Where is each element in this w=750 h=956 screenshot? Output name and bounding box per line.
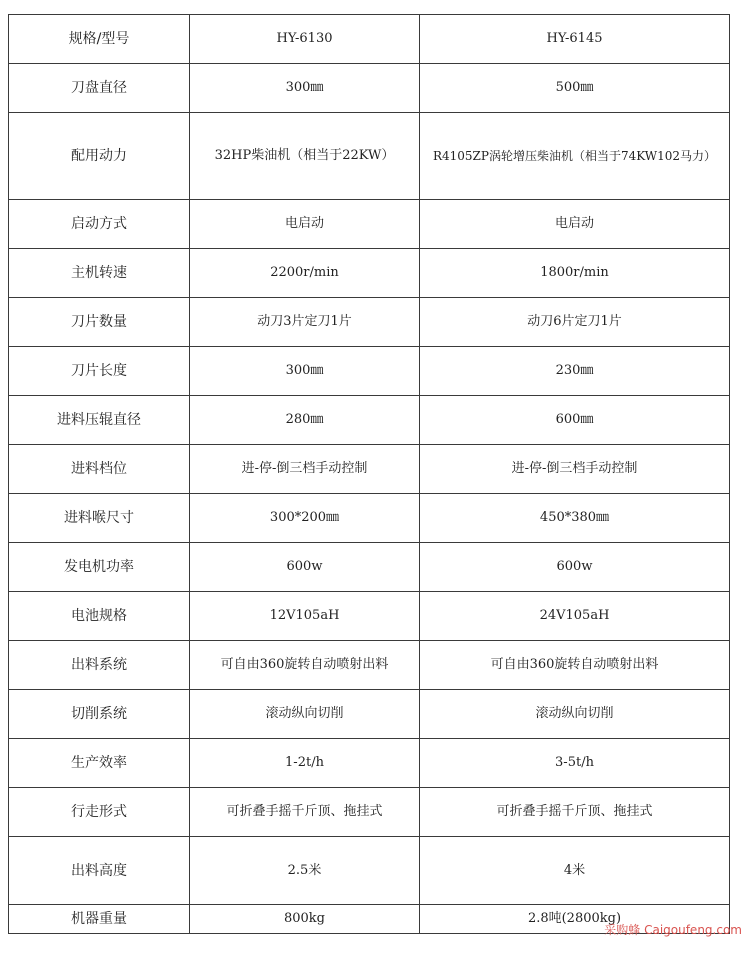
hy6145-value: 动刀6片定刀1片 xyxy=(420,298,730,347)
row-label: 生产效率 xyxy=(9,739,190,788)
hy6130-value: 800kg xyxy=(190,905,420,934)
hy6130-value: 600w xyxy=(190,543,420,592)
hy6145-value: HY-6145 xyxy=(420,15,730,64)
hy6145-value: 230㎜ xyxy=(420,347,730,396)
row-label: 规格/型号 xyxy=(9,15,190,64)
row-label: 启动方式 xyxy=(9,200,190,249)
spec-table xyxy=(8,14,730,934)
hy6130-value: 12V105aH xyxy=(190,592,420,641)
hy6130-value: 可折叠手摇千斤顶、拖挂式 xyxy=(190,788,420,837)
hy6145-value: 24V105aH xyxy=(420,592,730,641)
table-row xyxy=(9,396,730,445)
row-label: 发电机功率 xyxy=(9,543,190,592)
hy6130-value: 32HP柴油机（相当于22KW） xyxy=(190,113,420,200)
hy6130-value: 动刀3片定刀1片 xyxy=(190,298,420,347)
site-watermark: 采购蜂 Caigoufeng.com xyxy=(604,923,742,937)
row-label: 出料高度 xyxy=(9,837,190,905)
row-label: 进料档位 xyxy=(9,445,190,494)
row-label: 刀片数量 xyxy=(9,298,190,347)
table-row xyxy=(9,592,730,641)
hy6130-value: 2200r/min xyxy=(190,249,420,298)
hy6130-value: 300㎜ xyxy=(190,347,420,396)
row-label: 进料压辊直径 xyxy=(9,396,190,445)
row-label: 电池规格 xyxy=(9,592,190,641)
hy6145-value: 450*380㎜ xyxy=(420,494,730,543)
table-row xyxy=(9,445,730,494)
table-row xyxy=(9,494,730,543)
hy6145-value: 1800r/min xyxy=(420,249,730,298)
hy6130-value: 280㎜ xyxy=(190,396,420,445)
hy6145-value: 可折叠手摇千斤顶、拖挂式 xyxy=(420,788,730,837)
row-label: 配用动力 xyxy=(9,113,190,200)
row-label: 进料喉尺寸 xyxy=(9,494,190,543)
hy6145-value: 电启动 xyxy=(420,200,730,249)
table-row xyxy=(9,113,730,200)
row-label: 出料系统 xyxy=(9,641,190,690)
table-row xyxy=(9,641,730,690)
hy6130-value: 300*200㎜ xyxy=(190,494,420,543)
row-label: 机器重量 xyxy=(9,905,190,934)
hy6145-value: 可自由360旋转自动喷射出料 xyxy=(420,641,730,690)
row-label: 切削系统 xyxy=(9,690,190,739)
table-row xyxy=(9,837,730,905)
hy6130-value: 1-2t/h xyxy=(190,739,420,788)
table-row xyxy=(9,249,730,298)
table-row xyxy=(9,739,730,788)
hy6130-value: 滚动纵向切削 xyxy=(190,690,420,739)
table-row xyxy=(9,298,730,347)
hy6145-value: 500㎜ xyxy=(420,64,730,113)
hy6145-value: 滚动纵向切削 xyxy=(420,690,730,739)
hy6145-value: R4105ZP涡轮增压柴油机（相当于74KW102马力） xyxy=(420,113,730,200)
hy6130-value: 2.5米 xyxy=(190,837,420,905)
table-row xyxy=(9,543,730,592)
row-label: 刀片长度 xyxy=(9,347,190,396)
hy6145-value: 2.8吨(2800kg) xyxy=(420,905,730,934)
table-row xyxy=(9,15,730,64)
hy6130-value: 电启动 xyxy=(190,200,420,249)
table-row xyxy=(9,788,730,837)
hy6130-value: 进-停-倒三档手动控制 xyxy=(190,445,420,494)
hy6145-value: 4米 xyxy=(420,837,730,905)
hy6145-value: 进-停-倒三档手动控制 xyxy=(420,445,730,494)
hy6130-value: 可自由360旋转自动喷射出料 xyxy=(190,641,420,690)
hy6145-value: 3-5t/h xyxy=(420,739,730,788)
table-row xyxy=(9,690,730,739)
row-label: 主机转速 xyxy=(9,249,190,298)
hy6130-value: HY-6130 xyxy=(190,15,420,64)
hy6145-value: 600㎜ xyxy=(420,396,730,445)
hy6130-value: 300㎜ xyxy=(190,64,420,113)
table-row xyxy=(9,64,730,113)
hy6145-value: 600w xyxy=(420,543,730,592)
table-row xyxy=(9,347,730,396)
row-label: 刀盘直径 xyxy=(9,64,190,113)
table-row xyxy=(9,200,730,249)
row-label: 行走形式 xyxy=(9,788,190,837)
